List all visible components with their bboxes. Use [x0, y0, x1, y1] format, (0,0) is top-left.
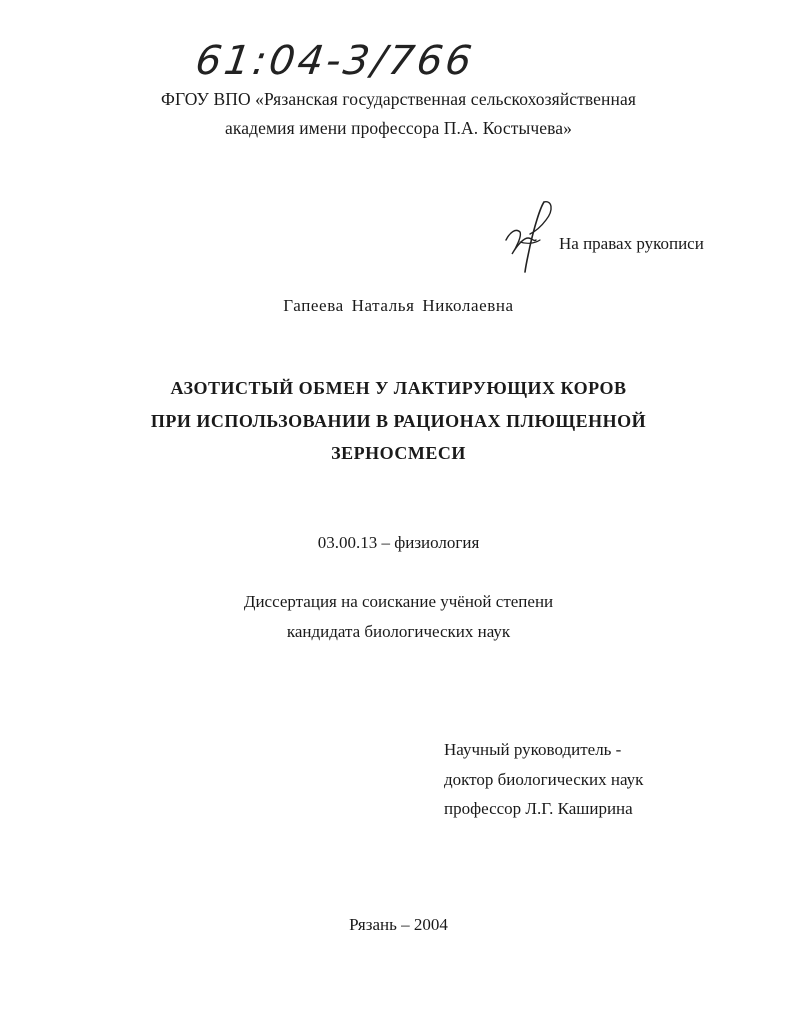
supervisor-degree: доктор биологических наук	[444, 770, 644, 789]
title-line-1: АЗОТИСТЫЙ ОБМЕН У ЛАКТИРУЮЩИХ КОРОВ	[170, 378, 627, 398]
institution-line-2: академия имени профессора П.А. Костычева»	[225, 118, 572, 138]
handwritten-signature	[500, 198, 562, 276]
rights-note: На правах рукописи	[559, 234, 704, 253]
place-year: Рязань – 2004	[349, 915, 448, 934]
archive-number-text: 61:04-3/766	[192, 38, 478, 84]
supervisor-name: профессор Л.Г. Каширина	[444, 799, 633, 818]
institution-line-1: ФГОУ ВПО «Рязанская государственная сельскохозяйственная	[161, 89, 636, 109]
degree-line-1: Диссертация на соискание учёной степени	[243, 592, 554, 611]
supervisor-role: Научный руководитель -	[444, 740, 622, 759]
title-line-2: ПРИ ИСПОЛЬЗОВАНИИ В РАЦИОНАХ ПЛЮЩЕННОЙ	[150, 411, 647, 431]
handwritten-archive-number	[192, 38, 478, 90]
author-name: Гапеева Наталья Николаевна	[283, 296, 514, 315]
degree-line-2: кандидата биологических наук	[286, 622, 511, 641]
specialty: 03.00.13 – физиология	[317, 533, 480, 552]
title-line-3: ЗЕРНОСМЕСИ	[331, 443, 466, 463]
